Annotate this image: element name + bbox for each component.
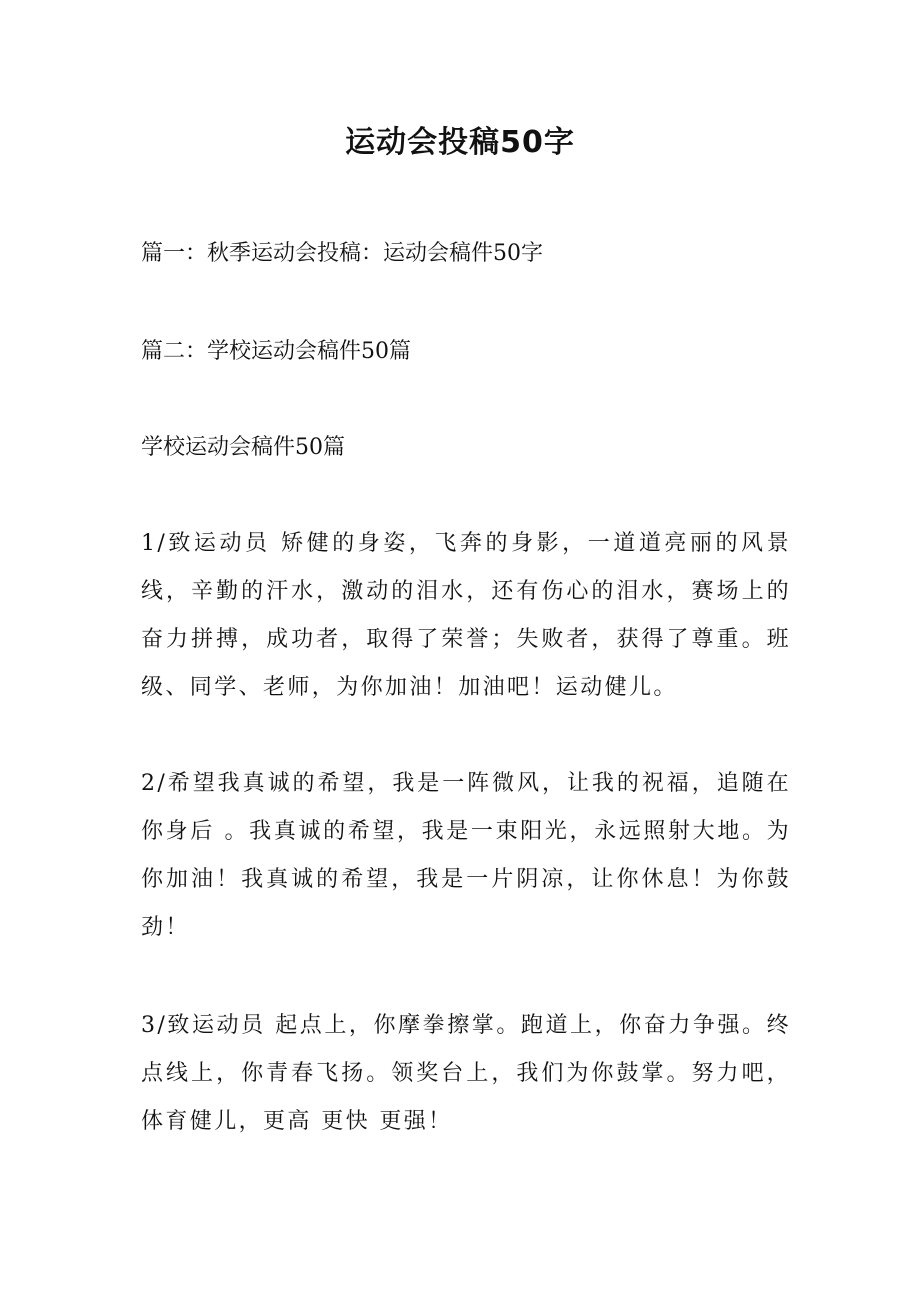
paragraph-3: 3/致运动员 起点上，你摩拳擦掌。跑道上，你奋力争强。终点线上，你青春飞扬。领奖台上，我们为你鼓掌。努力吧，体育健儿，更高 更快 更强！	[141, 1013, 791, 1134]
document-title: 运动会投稿50字	[345, 125, 575, 160]
section-subheading: 学校运动会稿件50篇	[141, 435, 345, 460]
paragraph-2: 2/希望我真诚的希望，我是一阵微风，让我的祝福，追随在你身后 。我真诚的希望，我是一束阳光，永远照射大地。为你加油！我真诚的希望，我是一片阴凉，让你休息！为你鼓劲！	[141, 771, 791, 940]
paragraph-1: 1/致运动员 矫健的身姿，飞奔的身影，一道道亮丽的风景线，辛勤的汗水，激动的泪水，还有伤心的泪水，赛场上的奋力拼搏，成功者，取得了荣誉；失败者，获得了尊重。班级、同学、老师，为你加油！加油吧！运动健儿。	[141, 531, 791, 700]
section-heading-1: 篇一：秋季运动会投稿：运动会稿件50字	[141, 241, 543, 266]
section-heading-2: 篇二：学校运动会稿件50篇	[141, 339, 411, 364]
